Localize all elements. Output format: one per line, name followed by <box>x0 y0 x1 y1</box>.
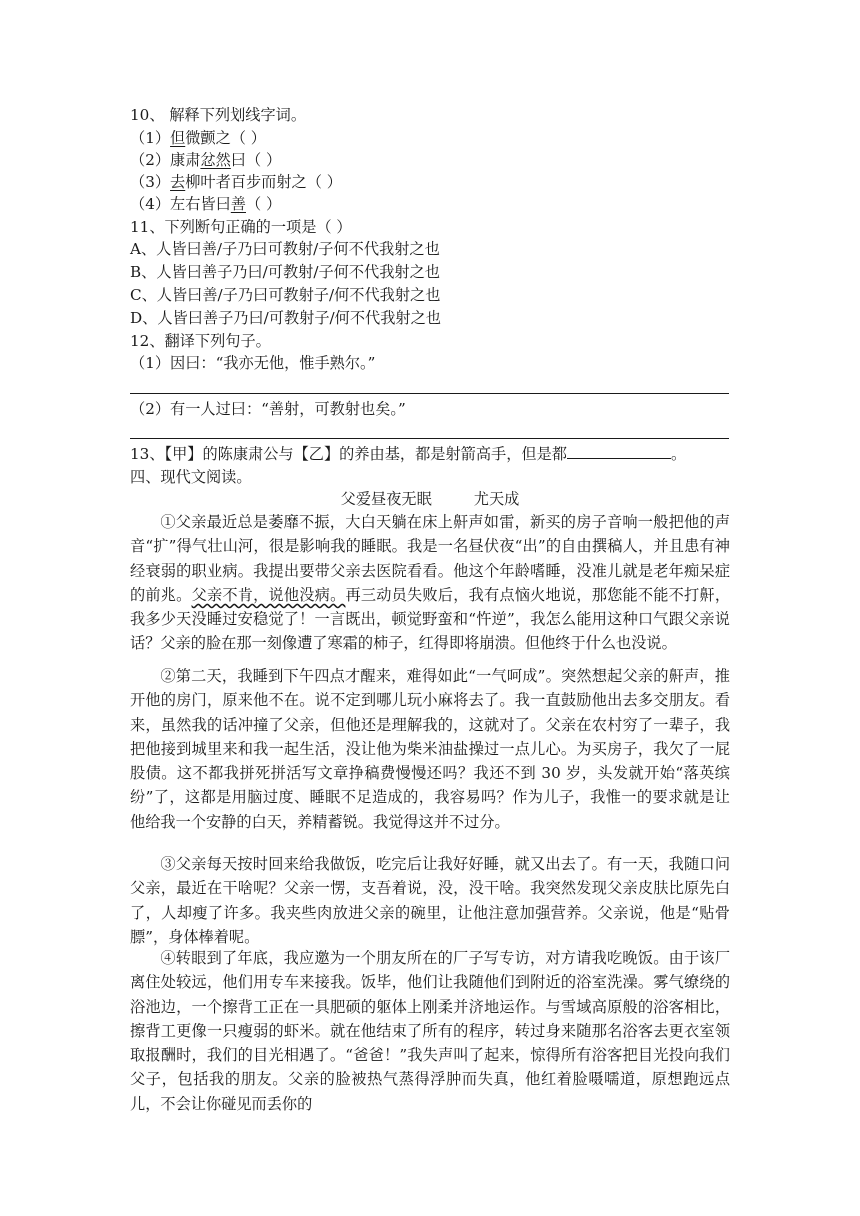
answer-blank <box>567 444 671 459</box>
article-title-line <box>130 488 730 510</box>
answer-line <box>130 438 729 439</box>
q11-option-c: C、人皆曰善/子乃曰可教射子/何不代我射之也 <box>130 286 441 304</box>
q10-stem: 10、 解释下列划线字词。 <box>130 106 307 124</box>
article-author: 尤天成 <box>473 490 520 508</box>
q12-sentence-2: （2）有一人过曰：“善射，可教射也矣。” <box>130 400 406 418</box>
q11-option-d: D、人皆曰善子乃曰/可教射子/何不代我射之也 <box>130 309 441 327</box>
section-heading: 四、现代文阅读。 <box>130 468 252 486</box>
wavy-underlined-sentence: 父亲不肯，说他没病。 <box>191 585 346 604</box>
q12-stem: 12、翻译下列句子。 <box>130 332 271 350</box>
q11-option-a: A、人皆曰善/子乃曰可教射/子何不代我射之也 <box>130 240 440 258</box>
underlined-word: 但 <box>170 129 186 147</box>
q10-item-3: （3）去柳叶者百步而射之（ ） <box>130 173 342 191</box>
q11-stem: 11、下列断句正确的一项是（ ） <box>130 218 352 236</box>
answer-line <box>130 393 729 394</box>
q10-item-4: （4）左右皆曰善（ ） <box>130 195 282 213</box>
q12-sentence-1: （1）因曰：“我亦无他，惟手熟尔。” <box>130 354 376 372</box>
article-paragraph-3: ③父亲每天按时回来给我做饭，吃完后让我好好睡，就又出去了。有一天，我随口问父亲，最近在干啥呢？父亲一愣，支吾着说，没，没干啥。我突然发现父亲皮肤比原先白了，人却瘦了许多。我夹些肉放进父亲的碗里，让他注意加强营养。父亲说，他是“贴骨膘”，身体棒着呢。 <box>130 855 730 946</box>
article-paragraph-2: ②第二天，我睡到下午四点才醒来，难得如此“一气呵成”。突然想起父亲的鼾声，推开他的房门，原来他不在。说不定到哪儿玩小麻将去了。我一直鼓励他出去多交朋友。看来，虽然我的话冲撞了父亲，但他还是理解我的，这就对了。父亲在农村穷了一辈子，我把他接到城里来和我一起生活，没让他为柴米油盐操过一点儿心。为买房子，我欠了一屁股债。这不都我拼死拼活写文章挣稿费慢慢还吗？我还不到 30 岁，头发就开始“落英缤纷”了，这都是用脑过度、睡眠不足造成的，我容易吗？作为儿子，我惟一的要求就是让他给我一个安静的白天，养精蓄锐。我觉得这并不过分。 <box>130 667 730 831</box>
q13: 13、【甲】的陈康肃公与【乙】的养由基，都是射箭高手，但是都 。 <box>130 445 687 463</box>
underlined-word: 善 <box>230 195 246 213</box>
article-paragraph-1: ①父亲最近总是萎靡不振，大白天躺在床上鼾声如雷，新买的房子音响一般把他的声音“扩”得气壮山河，很是影响我的睡眠。我是一名昼伏夜“出”的自由撰稿人，并且患有神经衰弱的职业病。我提出要带父亲去医院看看。他这个年龄嗜睡，没准儿就是老年痴呆症的前兆。父亲不肯，说他没病。再三动员失败后，我有点恼火地说，那您能不能不打鼾，我多少天没睡过安稳觉了！一言既出，顿觉野蛮和“忤逆”，我怎么能用这种口气跟父亲说话？父亲的脸在那一刻像遭了寒霜的柿子，红得即将崩溃。但他终于什么也没说。 <box>130 513 731 653</box>
underlined-word: 忿然 <box>200 151 231 169</box>
q11-option-b: B、人皆曰善子乃曰/可教射/子何不代我射之也 <box>130 263 440 281</box>
q10-item-2: （2）康肃忿然曰（ ） <box>130 151 282 169</box>
article-paragraph-4: ④转眼到了年底，我应邀为一个朋友所在的厂子写专访，对方请我吃晚饭。由于该厂离住处较远，他们用专车来接我。饭毕，他们让我随他们到附近的浴室洗澡。雾气缭绕的浴池边，一个擦背工正在一具肥硕的躯体上刚柔并济地运作。与雪域高原般的浴客相比，擦背工更像一只瘦弱的虾米。就在他结束了所有的程序，转过身来随那名浴客去更衣室领取报酬时，我们的目光相遇了。“爸爸！”我失声叫了起来，惊得所有浴客把目光投向我们父子，包括我的朋友。父亲的脸被热气蒸得浮肿而失真，他红着脸嗫嚅道，原想跑远点儿，不会让你碰见而丢你的 <box>130 949 730 1113</box>
article-title: 父爱昼夜无眠 <box>340 490 432 508</box>
q10-item-1: （1）但微颤之（ ） <box>130 129 266 147</box>
underlined-word: 去 <box>170 173 186 191</box>
